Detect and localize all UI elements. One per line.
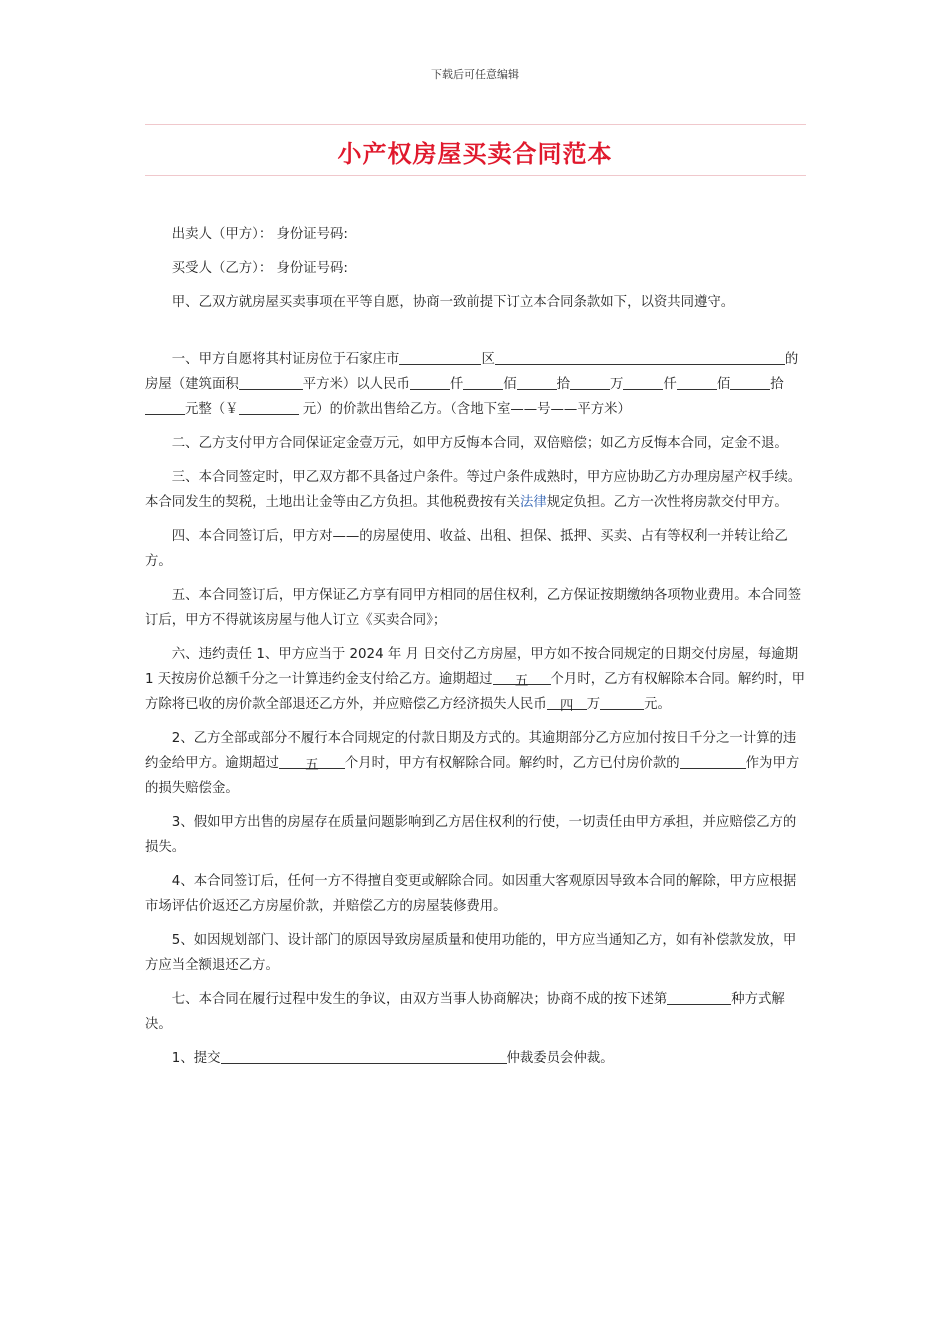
clause-7: 七、本合同在履行过程中发生的争议，由双方当事人协商解决；协商不成的按下述第 种方式解决。	[145, 987, 809, 1037]
clause-2: 二、乙方支付甲方合同保证定金壹万元，如甲方反悔本合同，双倍赔偿；如乙方反悔本合同，定金不退。	[171, 436, 788, 451]
buyer-line: 买受人（乙方）： 身份证号码:	[171, 261, 348, 276]
clause-6-2: 2、乙方全部或部分不履行本合同规定的付款日期及方式的。其逾期部分乙方应加付按日千分之一计算的违约金给甲方。逾期超过 五 个月时，甲方有权解除合同。解约时，乙方已付房价款的 作为甲方的损失赔偿金。	[145, 731, 800, 796]
law-link[interactable]: 法律	[519, 495, 547, 510]
clause-6-5: 5、如因规划部门、设计部门的原因导致房屋质量和使用功能的，甲方应当通知乙方，如有补偿款发放，甲方应当全额退还乙方。	[145, 933, 797, 973]
clause-4: 四、本合同签订后，甲方对——的房屋使用、收益、出租、担保、抵押、买卖、占有等权利一并转让给乙方。	[145, 529, 788, 569]
seller-line: 出卖人（甲方）： 身份证号码:	[171, 227, 348, 242]
document-title: 小产权房屋买卖合同范本	[337, 140, 613, 168]
clause-5: 五、本合同签订后，甲方保证乙方享有同甲方相同的居住权利，乙方保证按期缴纳各项物业费用。本合同签订后，甲方不得就该房屋与他人订立《买卖合同》；	[145, 588, 802, 628]
price-blank	[239, 399, 299, 415]
clause-1: 一、甲方自愿将其村证房位于石家庄市 区 的房屋（建筑面积 平方米）以人民币 仟 佰 拾 万 仟 佰 拾元整（￥ 元）的价款出售给乙方。（含地下室——号——平方米）	[145, 347, 809, 422]
arbitration-blank	[221, 1048, 507, 1064]
address-blank-cont	[765, 349, 785, 365]
intro-paragraph: 甲、乙双方就房屋买卖事项在平等自愿，协商一致前提下订立本合同条款如下，以资共同遵守。	[171, 295, 735, 310]
city-blank	[399, 349, 481, 365]
title-top-rule	[145, 124, 806, 125]
clause-6-3: 3、假如甲方出售的房屋存在质量问题影响到乙方居住权利的行使，一切责任由甲方承担，并应赔偿乙方的损失。	[145, 815, 797, 855]
contract-body	[145, 222, 809, 1080]
address-blank	[495, 349, 765, 365]
clause-3: 三、本合同签定时，甲乙双方都不具备过户条件。等过户条件成熟时，甲方应协助乙方办理房屋产权手续。本合同发生的契税，土地出让金等由乙方负担。其他税费按有关法律规定负担。乙方一次性将房款交付甲方。	[145, 470, 802, 510]
clause-7-1: 1、提交 仲裁委员会仲裁。	[145, 1046, 809, 1071]
clause-6: 六、违约责任 1、甲方应当于 2024 年 月 日交付乙方房屋，甲方如不按合同规定的日期交付房屋，每逾期 1 天按房价总额千分之一计算违约金支付给乙方。逾期超过 五 个月时，乙方有权解除本合同。解约时，甲方除将已收的房价款全部退还乙方外，并应赔偿乙方经济损失人民币 四 万 元。	[145, 647, 805, 714]
area-blank	[239, 374, 303, 390]
header-note: 下载后可任意编辑	[431, 68, 519, 81]
clause-6-4: 4、本合同签订后，任何一方不得擅自变更或解除合同。如因重大客观原因导致本合同的解除，甲方应根据市场评估价返还乙方房屋价款，并赔偿乙方的房屋装修费用。	[145, 874, 797, 914]
title-bottom-rule	[145, 175, 806, 176]
